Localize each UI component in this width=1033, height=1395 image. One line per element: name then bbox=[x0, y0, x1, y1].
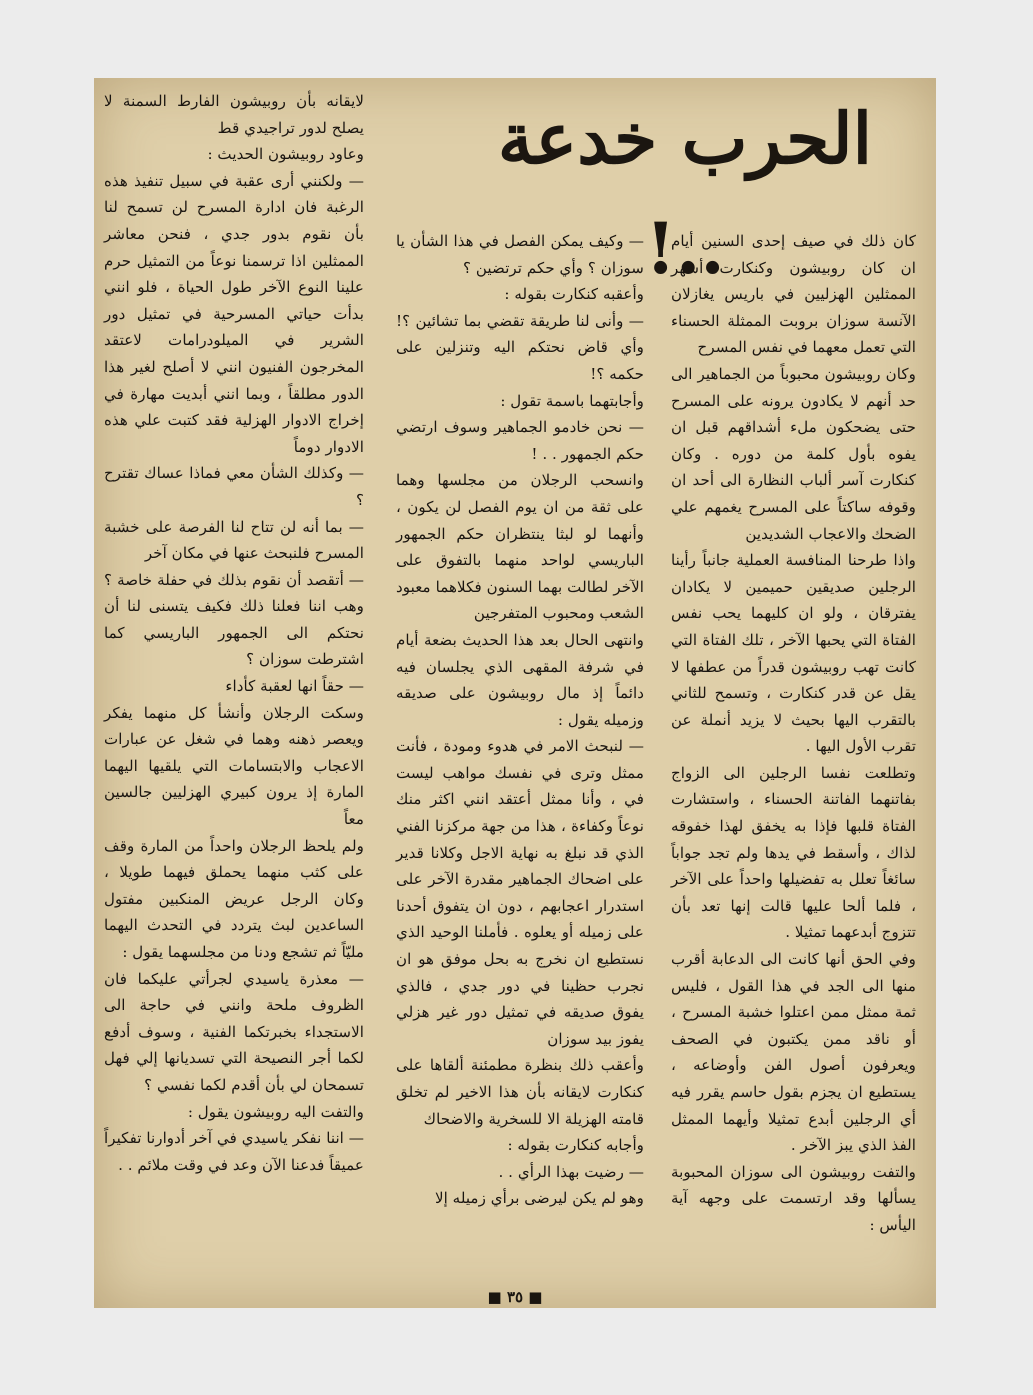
article-title: الحرب خدعة ..! bbox=[497, 97, 873, 290]
paragraph: — وكذلك الشأن معي فماذا عساك تقترح ؟ bbox=[104, 464, 364, 509]
paragraph: لايقانه بأن روبيشون الفارط السمنة لا يصلح لدور تراجيدي قط bbox=[104, 92, 364, 137]
paragraph: وأجابتهما باسمة تقول : bbox=[500, 391, 644, 410]
paragraph: وكان روبيشون محبوباً من الجماهير الى حد أنهم لا يكادون يرونه على المسرح حتى يضحكون ملء أشداقهم قبل ان يفوه بأول كلمة من دوره . وكان كنكارت آسر ألباب النظارة الى أحد ان وقوفه ساكتاً على المسرح يغمهم علي الضحك والاعجاب الشديدين bbox=[671, 364, 916, 543]
paragraph: — وكيف يمكن الفصل في هذا الشأن يا سوزان ؟ وأي حكم ترتضين ؟ bbox=[396, 232, 644, 277]
page-number: ■ ٣٥ ■ bbox=[487, 1288, 543, 1306]
paragraph: وفي الحق أنها كانت الى الدعابة أقرب منها الى الجد في هذا القول ، فليس ثمة ممثل ممن اعتلوا خشبة المسرح ، أو ناقد ممن يكتبون في الصحف ويعرفون أصول الفن وأوضاعه ، يستطيع ان يجزم بقول حاسم يقرر فيه أي الرجلين أبدع تمثيلا وأيهما الممثل الفذ الذي يبز الآخر . bbox=[671, 950, 916, 1155]
paragraph: وانسحب الرجلان من مجلسها وهما على ثقة من ان يوم الفصل لن يكون ، وأنهما لو لبثا ينتظران حكم الجمهور الباريسي لواحد منهما بالتفوق على الآخر لطالت بهما السنون فكلاهما معبود الشعب ومحبوب المتفرجين bbox=[396, 471, 644, 623]
paragraph: وأعقب ذلك بنظرة مطمئنة ألقاها على كنكارت لايقانه بأن هذا الاخير لم تخلق قامته الهزيلة الا للسخرية والاضحاك bbox=[396, 1056, 644, 1128]
paragraph: — رضيت بهذا الرأي . . bbox=[498, 1162, 644, 1181]
paragraph: — حقاً انها لعقبة كأداء bbox=[225, 677, 364, 696]
paragraph: واذا طرحنا المنافسة العملية جانباً رأينا الرجلين صديقين حميمين لا يكادان يفترقان ، ولو ان كليهما يحب نفس الفتاة التي يحبها الآخر ، تلك الفتاة التي كانت تهب روبيشون قدراً من عطفها لا يقل عن قدر كنكارت ، وتسمح للثاني بالتقرب اليها بحيث لا يزيد أنملة عن تقرب الأول اليها . bbox=[671, 551, 916, 756]
paragraph: — معذرة ياسيدي لجرأتي عليكما فان الظروف ملحة وانني في حاجة الى الاستجداء بخبرتكما الفنية ، وسوف أدفع لكما أجر النصيحة التي تسديانها إلي فهل تسمحان لي بأن أقدم لكما نفسي ؟ bbox=[104, 969, 364, 1094]
magazine-page bbox=[94, 78, 936, 1308]
paragraph: — ولكنني أرى عقبة في سبيل تنفيذ هذه الرغبة فان ادارة المسرح لن تسمح لنا بأن نقوم بدور جدي ، فنحن معاشر الممثلين اذا ترسمنا نوعاً من التمثيل حرم علينا النوع الآخر طول الحياة ، فلو انني بدأت حياتي المسرحية في تمثيل دور الشرير في الميلودرامات لاعتقد المخرجون الفنيون انني لا أصلح لغير هذا الدور مطلقاً ، وبما انني أبديت مهارة في إخراج الادوار الهزلية فقد كتبت علي هذه الادوار دوماً bbox=[104, 171, 364, 456]
paragraph: — اننا نفكر ياسيدي في آخر أدوارنا تفكيراً عميقاً فدعنا الآن وعد في وقت ملائم . . bbox=[104, 1129, 364, 1174]
paragraph: كان ذلك في صيف إحدى السنين أيام ان كان روبيشون وكنكارت أشهر الممثلين الهزليين في باريس يغازلان الآنسة سوزان بروبت الممثلة الحسناء التي تعمل معهما في نفس المسرح bbox=[671, 232, 916, 357]
paragraph: — بما أنه لن تتاح لنا الفرصة على خشبة المسرح فلنبحث عنها في مكان آخر bbox=[104, 517, 364, 563]
paragraph: وأجابه كنكارت بقوله : bbox=[507, 1136, 644, 1155]
paragraph: — أتقصد أن نقوم بذلك في حفلة خاصة ؟ وهب اننا فعلنا ذلك فكيف يتسنى لنا أن نحتكم الى الجمهور الباريسي كما اشترطت سوزان ؟ bbox=[104, 570, 364, 669]
paragraph: وأعقبه كنكارت بقوله : bbox=[504, 285, 644, 304]
paragraph: وتطلعت نفسا الرجلين الى الزواج بفاتنهما الفاتنة الحسناء ، واستشارت الفتاة قلبها فإذا به يخفق لهذا خفوقه لذاك ، وأسقط في يدها ولم تجد جواباً سائغاً تعلل به تفضيلها واحداً على الآخر ، فلما ألحا عليها قالت إنها تعد بأن تتزوج أبدعهما تمثيلا . bbox=[671, 763, 916, 942]
paragraph: وعاود روبيشون الحديث : bbox=[207, 145, 364, 164]
paragraph: وسكت الرجلان وأنشأ كل منهما يفكر ويعصر ذهنه وهما في شغل عن عبارات الاعجاب والابتسامات التي يلقيها اليهما المارة إذ يرون كبيري الهزليين جالسين معاً bbox=[104, 703, 364, 829]
text-column-middle bbox=[396, 228, 644, 1288]
paragraph: — وأنى لنا طريقة تقضي بما تشائين ؟! وأي قاض نحتكم اليه وتنزلين على حكمه ؟! bbox=[396, 311, 644, 383]
paragraph: — نحن خادمو الجماهير وسوف ارتضي حكم الجمهور . . ! bbox=[396, 418, 644, 463]
paragraph: وهو لم يكن ليرضى برأي زميله إلا bbox=[434, 1189, 644, 1208]
text-column-right bbox=[671, 228, 916, 1288]
text-column-left bbox=[104, 88, 364, 1288]
paragraph: ولم يلحظ الرجلان واحداً من المارة وقف على كثب منهما يحملق فيهما طويلا ، وكان الرجل عريض المنكبين مفتول الساعدين لبث يتردد في التحدث اليهما مليّاً ثم تشجع ودنا من مجلسهما يقول : bbox=[104, 836, 364, 961]
paragraph: والتفت اليه روبيشون يقول : bbox=[187, 1102, 364, 1121]
paragraph: وانتهى الحال بعد هذا الحديث بضعة أيام في شرفة المقهى الذي يجلسان فيه دائماً إذ مال روبيشون على صديقه وزميله يقول : bbox=[396, 630, 644, 729]
paragraph: — لنبحث الامر في هدوء ومودة ، فأنت ممثل وترى في نفسك مواهب ليست في ، وأنا ممثل أعتقد انني اكثر منك نوعاً وكفاءة ، هذا من جهة مركزنا الفني الذي قد نبلغ به نهاية الاجل وكلانا قدير على اضحاك الجماهير مقدرة الآخر على استدرار اعجابهم ، دون ان يتفوق أحدنا على زميله أو يعلوه . فأملنا الوحيد الذي نستطيع ان نخرج به بحل موفق هو ان نجرب حظينا في دور جدي ، فالذي يفوق صديقه في تمثيل دور غير هزلي يفوز بيد سوزان bbox=[396, 737, 644, 1048]
paragraph: والتفت روبيشون الى سوزان المحبوبة يسألها وقد ارتسمت على وجهه آية اليأس : bbox=[671, 1162, 916, 1234]
